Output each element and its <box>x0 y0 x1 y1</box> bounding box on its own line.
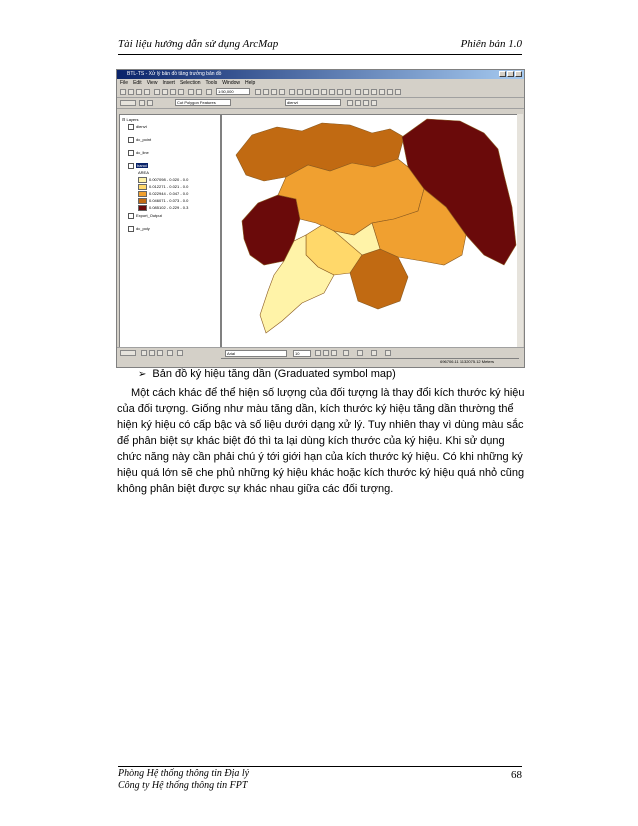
header-rule <box>118 54 522 55</box>
font-combo[interactable]: Arial <box>225 350 287 357</box>
layer-checkbox[interactable] <box>128 137 134 143</box>
scale-combo[interactable]: 1:50,000 <box>216 88 250 95</box>
toc-layer-dienvt[interactable] <box>128 124 147 130</box>
page-footer <box>118 768 522 792</box>
layer-name: dc_point <box>136 137 152 143</box>
bullet-arrow-icon: ➢ <box>138 369 147 380</box>
layer-checkbox[interactable] <box>128 163 134 169</box>
menu-help[interactable]: Help <box>245 80 256 86</box>
legend-class-3 <box>138 191 188 197</box>
legend-class-1 <box>138 177 188 183</box>
copy-icon[interactable] <box>162 89 168 95</box>
rotate-icon[interactable] <box>149 350 155 356</box>
class-label: 0.012271 - 0.021 - 0.0 <box>149 184 189 190</box>
marker-color-icon[interactable] <box>385 350 391 356</box>
new-icon[interactable] <box>120 89 126 95</box>
caption-text: Bản đồ ký hiệu tăng dần (Graduated symbol map) <box>152 368 396 380</box>
menu-tools[interactable]: Tools <box>205 80 218 86</box>
legend-class-5 <box>138 205 188 211</box>
layer-name: dienvt <box>136 124 147 130</box>
menu-bar <box>117 79 525 87</box>
fixed-zoom-out-icon[interactable] <box>313 89 319 95</box>
layer-checkbox[interactable] <box>128 150 134 156</box>
class-label: 0.007098 - 0.020 - 0.0 <box>149 177 189 183</box>
page-number: 68 <box>511 769 522 781</box>
command-line-icon[interactable] <box>279 89 285 95</box>
toc-layer-export-output[interactable] <box>128 213 162 219</box>
italic-icon[interactable] <box>323 350 329 356</box>
drawing-menu-button[interactable] <box>120 350 136 356</box>
find-icon[interactable] <box>379 89 385 95</box>
forward-extent-icon[interactable] <box>345 89 351 95</box>
menu-selection[interactable]: Selection <box>179 80 201 86</box>
split-tool-icon[interactable] <box>347 100 353 106</box>
swatch <box>138 184 147 190</box>
status-coordinates: 696706.11 1132075.12 Meters <box>440 359 494 364</box>
fill-color-icon[interactable] <box>357 350 363 356</box>
status-bar <box>117 358 524 366</box>
swatch <box>138 191 147 197</box>
footer-rule <box>118 766 522 767</box>
standard-toolbar <box>117 87 524 98</box>
layer-checkbox[interactable] <box>128 226 134 232</box>
full-extent-icon[interactable] <box>329 89 335 95</box>
footer-company: Công ty Hệ thống thông tin FPT <box>118 780 248 791</box>
editor-toolbar <box>117 98 524 109</box>
class-label: 0.085102 - 0.229 - 0.3 <box>149 205 189 211</box>
layer-checkbox[interactable] <box>128 213 134 219</box>
rectangle-icon[interactable] <box>167 350 173 356</box>
select-features-icon[interactable] <box>355 89 361 95</box>
map-view[interactable] <box>221 114 519 359</box>
sketch-tool-icon[interactable] <box>147 100 153 106</box>
zoom-whole-page-icon[interactable] <box>157 350 163 356</box>
body-paragraph: Một cách khác để thể hiện số lượng của đối tượng là thay đổi kích thước ký hiệu của đối tượng. Giống như màu tăng dần, kích thước ký hiệu tăng dần thường thể hiện ký hiệu có cấp bậc và số liệu dưới dạng xử lý. Tuy nhiên thay vì dùng màu sắc để phân biệt sự khác biệt đó thì ta lại dùng kích thước của ký hiệu. Khi sử dụng chức năng này cần phải chú ý tới giới hạn của kích thước ký hiệu. Có khi những ký hiệu quá lớn sẽ che phủ những ký hiệu khác hoặc kích thước ký hiệu quá nhỏ cũng không phân biệt được sự khác nhau giữa các đối tượng. <box>117 387 525 495</box>
layers-label: Layers <box>126 117 139 122</box>
toc-layer-dc-line[interactable] <box>128 150 149 156</box>
toc-layer-dc-point[interactable] <box>128 137 151 143</box>
legend-class-4 <box>138 198 188 204</box>
bold-icon[interactable] <box>315 350 321 356</box>
toc-layer-hanoi[interactable] <box>128 163 148 169</box>
figure-caption <box>138 368 396 380</box>
window-titlebar <box>117 70 524 79</box>
layer-name: dc_poly <box>136 226 150 232</box>
target-combo[interactable]: dienvt <box>285 99 341 106</box>
rotate-tool-icon[interactable] <box>355 100 361 106</box>
menu-insert[interactable]: Insert <box>162 80 175 86</box>
drawing-toolbar <box>117 347 524 358</box>
menu-edit[interactable]: Edit <box>133 80 142 86</box>
open-icon[interactable] <box>128 89 134 95</box>
menu-window[interactable]: Window <box>222 80 241 86</box>
pan-icon[interactable] <box>321 89 327 95</box>
toc-root[interactable]: ⊟ Layers <box>122 117 139 122</box>
zoom-out-icon[interactable] <box>297 89 303 95</box>
fixed-zoom-in-icon[interactable] <box>305 89 311 95</box>
back-extent-icon[interactable] <box>337 89 343 95</box>
choropleth-map <box>222 115 518 358</box>
layer-name: dc_line <box>136 150 149 156</box>
delete-icon[interactable] <box>178 89 184 95</box>
print-icon[interactable] <box>144 89 150 95</box>
toolbox-icon[interactable] <box>271 89 277 95</box>
layer-checkbox[interactable] <box>128 124 134 130</box>
editor-menu-button[interactable] <box>120 100 136 106</box>
add-data-icon[interactable] <box>206 89 212 95</box>
swatch <box>138 198 147 204</box>
arcmap-screenshot <box>116 69 525 368</box>
legend-class-2 <box>138 184 188 190</box>
undo-icon[interactable] <box>188 89 194 95</box>
zoom-in-icon[interactable] <box>289 89 295 95</box>
swatch <box>138 205 147 211</box>
header-title: Tài liệu hướng dẫn sử dụng ArcMap <box>118 38 279 50</box>
measure-icon[interactable] <box>387 89 393 95</box>
legend-field: AREA <box>138 170 149 175</box>
window-title: BTL-TS - Xử lý bản đồ tăng trưởng bản đồ <box>127 71 222 77</box>
class-label: 0.046071 - 0.073 - 0.0 <box>149 198 189 204</box>
redo-icon[interactable] <box>196 89 202 95</box>
close-button[interactable] <box>515 71 522 77</box>
font-size-combo[interactable]: 10 <box>293 350 311 357</box>
hyperlink-icon[interactable] <box>395 89 401 95</box>
select-elements-icon[interactable] <box>141 350 147 356</box>
task-combo[interactable]: Cut Polygon Features <box>175 99 231 106</box>
header-version: Phiên bản 1.0 <box>460 38 522 50</box>
editor-icon[interactable] <box>255 89 261 95</box>
layer-name: hanoi <box>137 163 147 169</box>
layer-name: Export_Output <box>136 213 162 219</box>
underline-icon[interactable] <box>331 350 337 356</box>
save-icon[interactable] <box>136 89 142 95</box>
menu-view[interactable]: View <box>146 80 158 86</box>
class-label: 0.022944 - 0.047 - 0.0 <box>149 191 189 197</box>
paste-icon[interactable] <box>170 89 176 95</box>
footer-department: Phòng Hệ thống thông tin Địa lý <box>118 768 250 779</box>
font-color-icon[interactable] <box>343 350 349 356</box>
text-icon[interactable] <box>177 350 183 356</box>
maximize-button[interactable] <box>507 71 514 77</box>
cut-icon[interactable] <box>154 89 160 95</box>
identify-icon[interactable] <box>371 89 377 95</box>
attributes-icon[interactable] <box>363 100 369 106</box>
map-scrollbar[interactable] <box>517 114 523 357</box>
table-of-contents <box>119 114 221 351</box>
sketch-properties-icon[interactable] <box>371 100 377 106</box>
select-elements-icon[interactable] <box>363 89 369 95</box>
swatch <box>138 177 147 183</box>
line-color-icon[interactable] <box>371 350 377 356</box>
toc-layer-dc-poly[interactable] <box>128 226 150 232</box>
menu-file[interactable]: File <box>120 80 129 86</box>
catalog-icon[interactable] <box>263 89 269 95</box>
minimize-button[interactable] <box>499 71 506 77</box>
edit-tool-icon[interactable] <box>139 100 145 106</box>
